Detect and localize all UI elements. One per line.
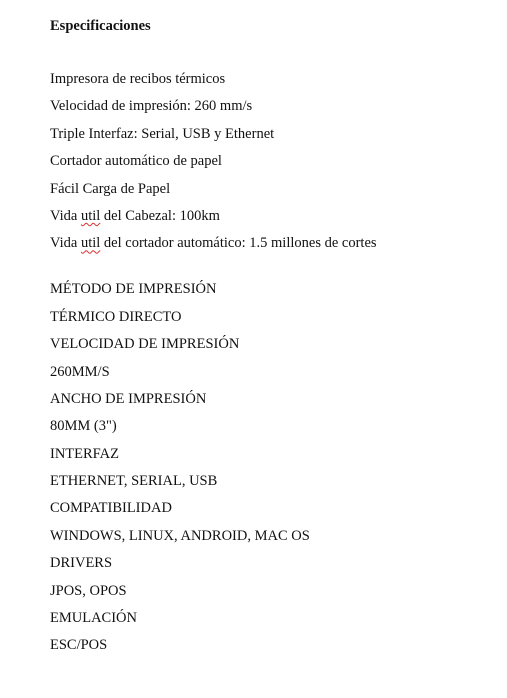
feature-line: Cortador automático de papel: [50, 153, 222, 170]
feature-line: [50, 233, 490, 253]
feature-text: del Cabezal: 100km: [100, 207, 220, 224]
document-title: Especificaciones: [50, 18, 151, 34]
spec-label: MÉTODO DE IMPRESIÓN: [50, 281, 217, 298]
spellcheck-flagged-word[interactable]: util: [80, 235, 101, 252]
feature-text: Vida: [50, 207, 81, 224]
spec-list: [50, 279, 490, 655]
spec-label: DRIVERS: [50, 555, 113, 572]
feature-line: [50, 206, 490, 226]
spec-value: 80MM (3"): [50, 418, 117, 435]
document-page: [50, 16, 490, 663]
feature-line: Triple Interfaz: Serial, USB y Ethernet: [50, 125, 275, 142]
feature-text: del cortador automático: 1.5 millones de cortes: [100, 235, 377, 252]
feature-line: Impresora de recibos térmicos: [50, 71, 226, 87]
spec-label: EMULACIÓN: [50, 610, 137, 627]
spec-label: COMPATIBILIDAD: [50, 500, 172, 517]
spec-value: JPOS, OPOS: [50, 582, 127, 599]
spec-value: WINDOWS, LINUX, ANDROID, MAC OS: [50, 527, 310, 544]
spec-label: VELOCIDAD DE IMPRESIÓN: [50, 336, 240, 353]
spec-value: 260MM/S: [50, 363, 110, 380]
spec-label: INTERFAZ: [50, 445, 120, 462]
feature-list: [50, 69, 490, 253]
spec-value: ESC/POS: [50, 637, 108, 654]
spec-label: ANCHO DE IMPRESIÓN: [50, 390, 207, 407]
feature-text: Vida: [50, 235, 81, 252]
feature-line: Fácil Carga de Papel: [50, 180, 171, 197]
spellcheck-flagged-word[interactable]: util: [80, 207, 101, 224]
feature-line: Velocidad de impresión: 260 mm/s: [50, 98, 253, 115]
spec-value: TÉRMICO DIRECTO: [50, 308, 182, 325]
spec-value: ETHERNET, SERIAL, USB: [50, 473, 218, 490]
